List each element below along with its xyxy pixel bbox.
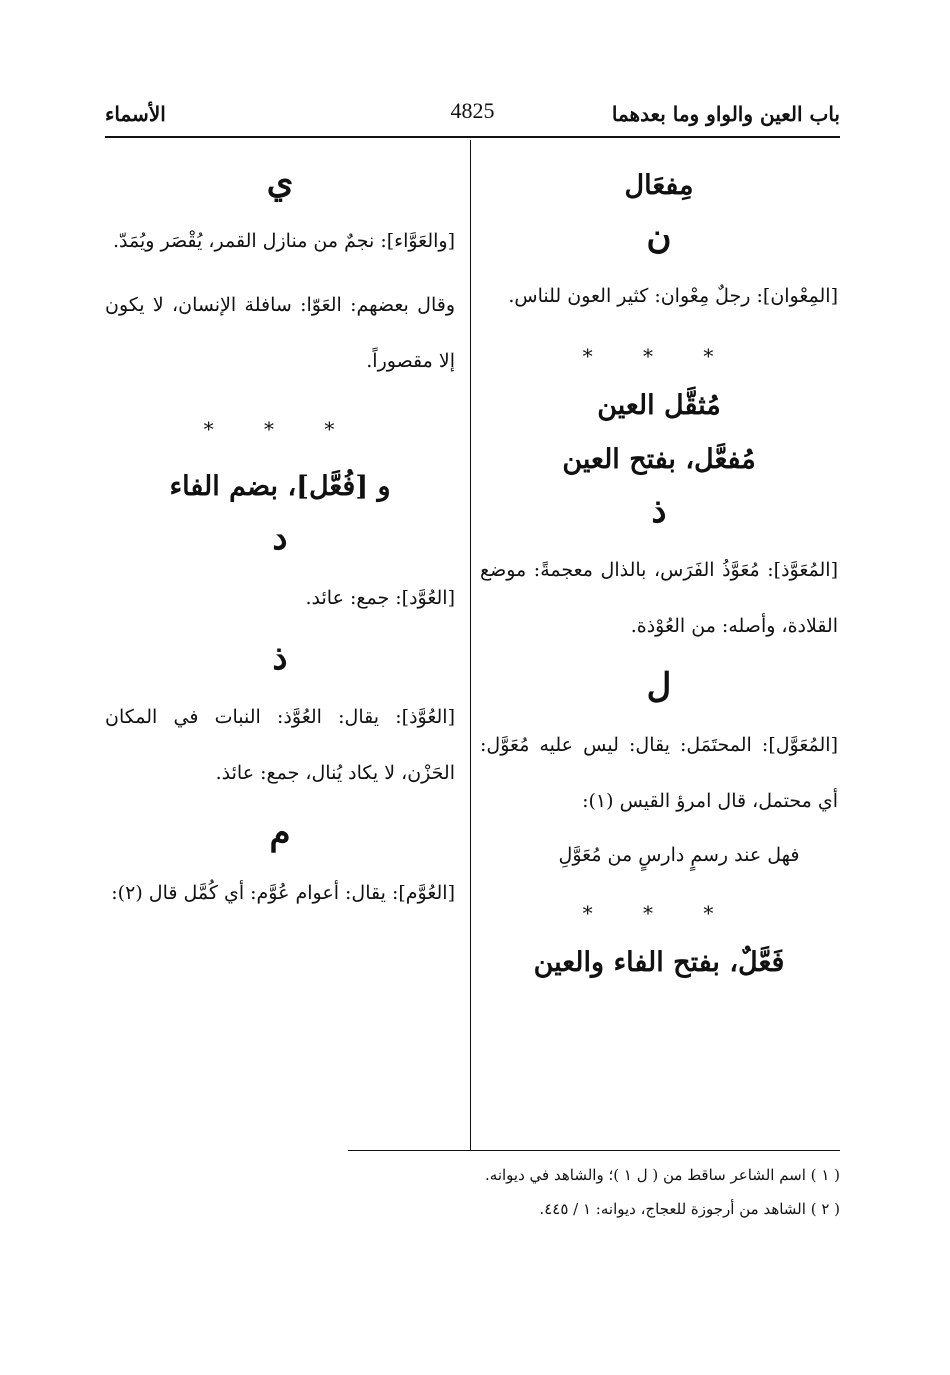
poetry-verse: فهل عند رسمٍ دارسٍ من مُعَوَّلِ <box>558 844 800 867</box>
page-number: 4825 <box>450 98 495 123</box>
entry-muawwal: [المُعَوَّل]: المحتَمَل: يقال: ليس عليه مُعَوَّل: أي محتمل، قال امرؤ القيس (١): <box>480 734 838 813</box>
heading-mifal: مِفعَال <box>624 170 694 201</box>
entry-uwwadh: [العُوَّذ]: يقال: العُوَّذ: النبات في المكان الحَزْن، لا يكاد يُنال، جمع: عائذ. <box>105 706 455 785</box>
heading-mufaal: مُفعَّل، بفتح العين <box>562 443 756 475</box>
letter-dhal: ذ <box>651 490 667 531</box>
letter-dhal: ذ <box>272 637 288 678</box>
letter-dal: د <box>272 518 288 559</box>
entry-uwwam: [العُوَّم]: يقال: أعوام عُوَّم: أي كُمَّل قال (٢): <box>111 881 455 904</box>
letter-mim: م <box>269 813 291 854</box>
entry-muawwadh: [المُعَوَّذ]: مُعَوَّذُ الفَرَس، بالذال معجمةً: موضع القلادة، وأصله: من العُوْذة. <box>480 559 838 638</box>
letter-nun: ن <box>646 217 672 258</box>
separator-stars: * * * <box>582 901 736 926</box>
chapter-title: باب العين والواو وما بعدهما <box>611 102 840 126</box>
footnote-rule <box>348 1150 840 1151</box>
left-column <box>105 150 455 921</box>
entry-uwwad: [العُوَّد]: جمع: عائد. <box>305 586 455 609</box>
column-divider <box>470 140 471 1150</box>
entry-awwa: [والعَوَّاء]: نجمٌ من منازل القمر، يُقْصَر ويُمَدّ. <box>112 230 455 253</box>
section-title: الأسماء <box>105 102 166 126</box>
entry-awwa-2: وقال بعضهم: العَوّا: سافلة الإنسان، لا يكون إلا مقصوراً. <box>105 294 455 373</box>
letter-ya: ي <box>266 162 294 202</box>
page-header <box>105 98 840 138</box>
footnotes <box>300 1158 840 1226</box>
right-column <box>480 150 838 997</box>
heading-muthaqqal: مُثقَّل العين <box>597 390 721 422</box>
header-rule <box>105 136 840 138</box>
entry-miwan: [المِعْوان]: رجلٌ مِعْوان: كثير العون للناس. <box>508 285 838 308</box>
separator-stars: * * * <box>203 417 357 442</box>
heading-faal: فَعَّلٌ، بفتح الفاء والعين <box>533 947 785 979</box>
separator-stars: * * * <box>582 344 736 369</box>
heading-fual: و [فُعَّل]، بضم الفاء <box>169 471 391 503</box>
footnote-1: ( ١ ) اسم الشاعر ساقط من ( ل ١ )؛ والشاهد في ديوانه. <box>485 1166 840 1184</box>
letter-lam: ل <box>646 666 672 707</box>
footnote-2: ( ٢ ) الشاهد من أرجوزة للعجاج، ديوانه: ١ / ٤٤٥. <box>539 1200 840 1218</box>
